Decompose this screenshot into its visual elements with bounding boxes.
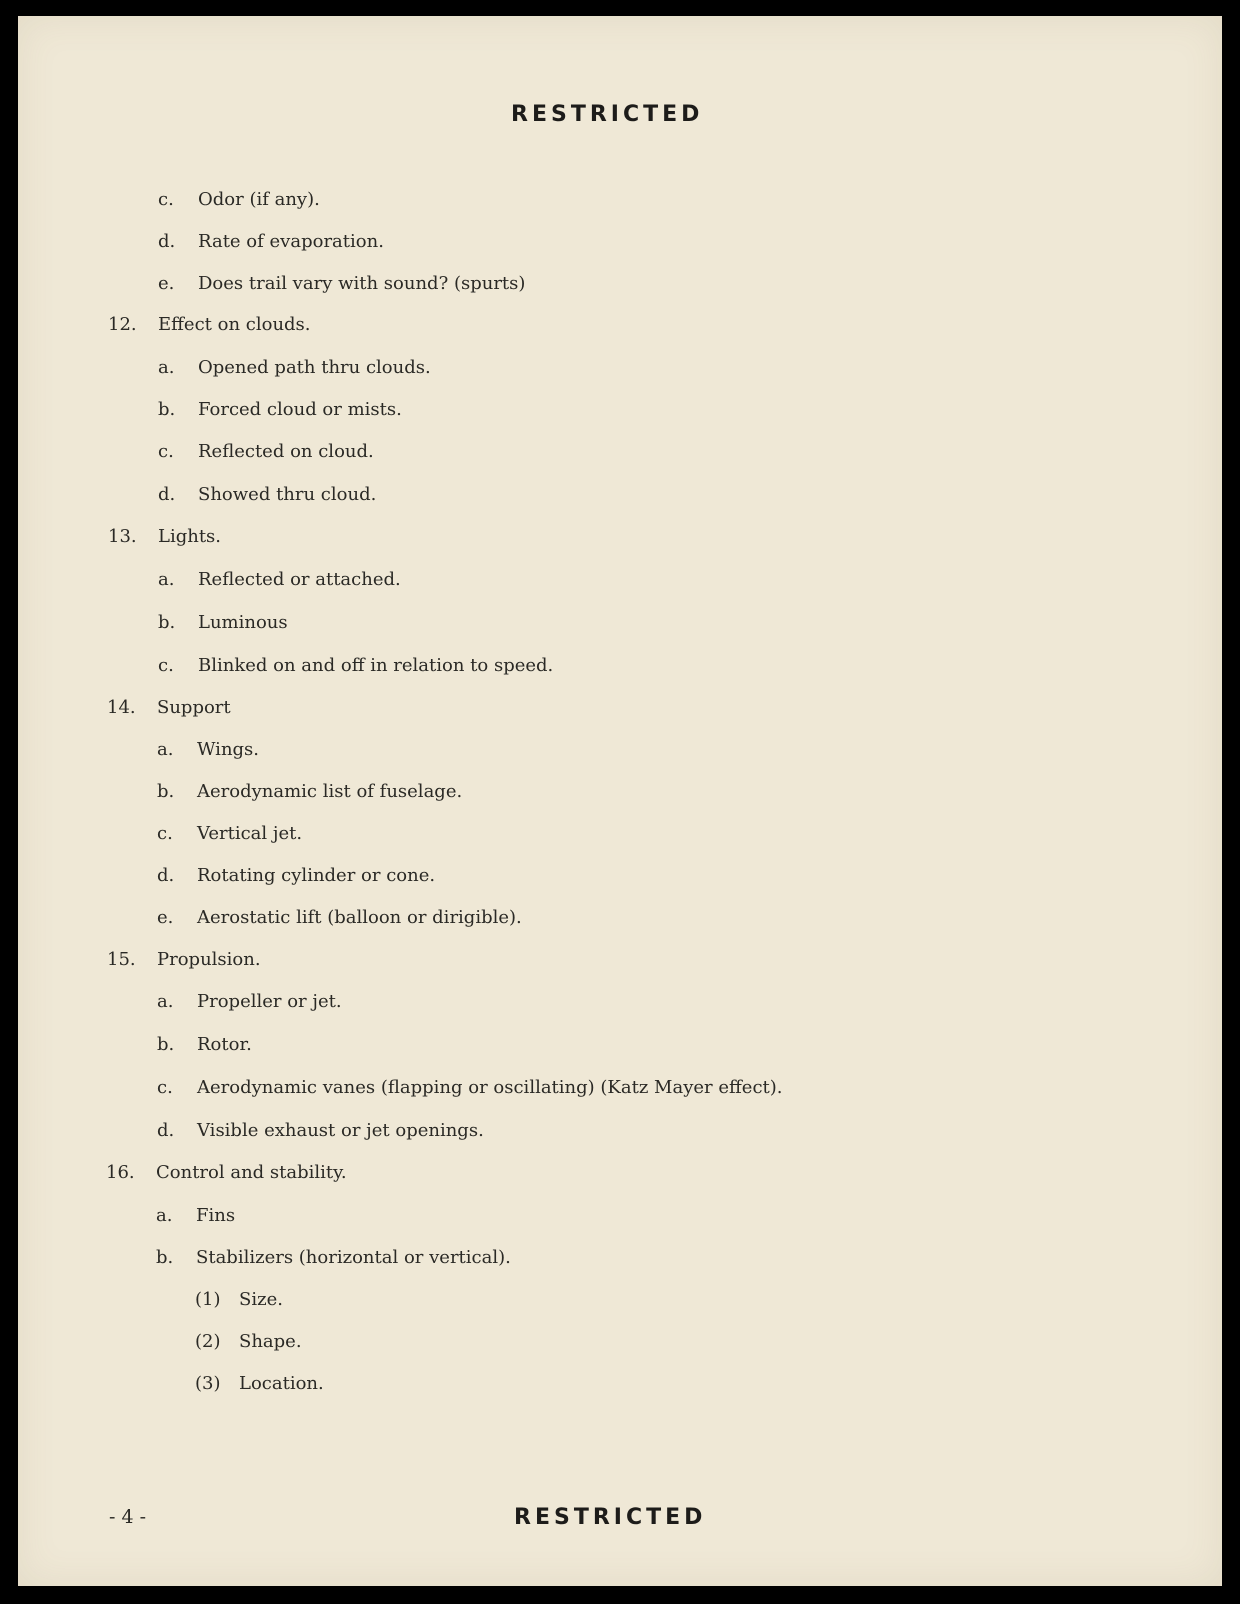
list-item: a. Opened path thru clouds.	[158, 357, 431, 378]
list-item: a. Fins	[156, 1205, 236, 1226]
sub-list-item: (2) Shape.	[195, 1331, 302, 1352]
page-number: - 4 -	[109, 1506, 147, 1528]
list-item: b. Luminous	[158, 612, 288, 633]
list-item: e. Does trail vary with sound? (spurts)	[158, 273, 526, 294]
section-heading: 16. Control and stability.	[106, 1162, 347, 1183]
footer-restricted: RESTRICTED	[514, 1505, 707, 1530]
list-item: d. Visible exhaust or jet openings.	[157, 1120, 484, 1141]
section-heading: 12. Effect on clouds.	[108, 314, 311, 335]
section-heading: 15. Propulsion.	[107, 949, 261, 970]
section-heading: 14. Support	[107, 697, 231, 718]
document-page	[18, 16, 1222, 1586]
list-item: c. Odor (if any).	[158, 189, 320, 210]
header-restricted: RESTRICTED	[511, 102, 704, 127]
sub-list-item: (3) Location.	[195, 1373, 324, 1394]
list-item: d. Rotating cylinder or cone.	[157, 865, 436, 886]
list-item: b. Aerodynamic list of fuselage.	[157, 781, 463, 802]
list-item: a. Reflected or attached.	[158, 569, 401, 590]
list-item: c. Vertical jet.	[157, 823, 303, 844]
list-item: d. Rate of evaporation.	[158, 231, 384, 252]
list-item: a. Wings.	[157, 739, 260, 760]
sub-list-item: (1) Size.	[195, 1289, 283, 1310]
list-item: c. Blinked on and off in relation to speed.	[158, 655, 554, 676]
list-item: d. Showed thru cloud.	[158, 484, 377, 505]
list-item: b. Forced cloud or mists.	[158, 399, 402, 420]
list-item: a. Propeller or jet.	[157, 991, 342, 1012]
list-item: b. Stabilizers (horizontal or vertical).	[156, 1247, 511, 1268]
list-item: b. Rotor.	[157, 1034, 252, 1055]
list-item: c. Reflected on cloud.	[158, 441, 374, 462]
list-item: c. Aerodynamic vanes (flapping or oscillating) (Katz Mayer effect).	[157, 1077, 783, 1098]
section-heading: 13. Lights.	[108, 526, 222, 547]
list-item: e. Aerostatic lift (balloon or dirigible).	[157, 907, 522, 928]
